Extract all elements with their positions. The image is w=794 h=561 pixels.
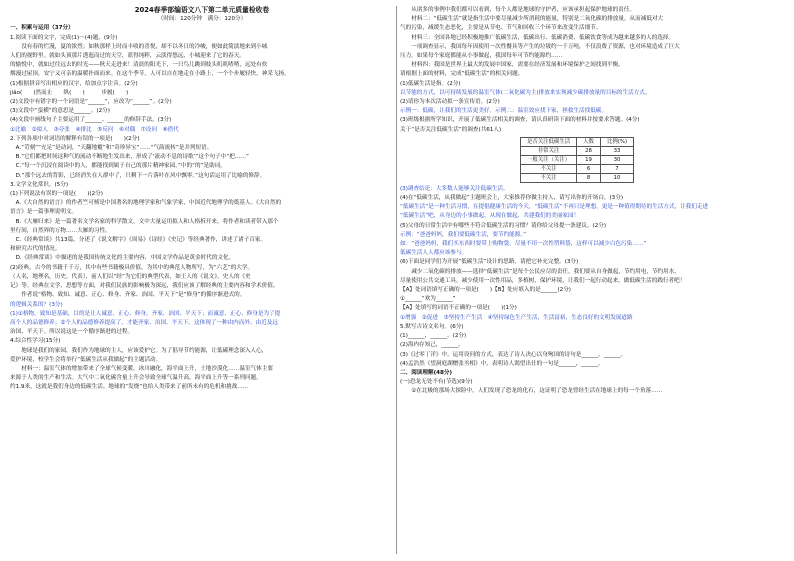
text-line: 3.文学文化常识。(5分)	[10, 181, 69, 188]
text-line: 语言》是一篇事理说明文。	[10, 209, 78, 216]
text-line: 减少二氧化碳的排放——选择“低碳生活”是每个公民应尽的责任。我们要从自身做起，节约用电，节约用水，	[400, 268, 680, 275]
text-line: 请根据上面的材料，完成“低碳生活”的相关问题。	[400, 71, 524, 78]
text-line: 【A】处词语填写正确的一项是( )【B】处应填入的是______(2分)	[400, 287, 571, 294]
column-divider	[396, 6, 397, 554]
exam-meta: （时间：120分钟 满分：120分）	[157, 16, 247, 23]
survey-conclusion: (3)调查结论：大多数人能够关注低碳生活。	[400, 185, 509, 192]
text-line: (1)下列说法有误的一项是( )(2分)	[10, 191, 103, 198]
right-column	[400, 6, 786, 397]
table-header-cell: 是否关注低碳生活	[521, 137, 577, 146]
left-text-block	[10, 24, 394, 392]
text-line: (4)孟浩然《望洞庭湖赠张丞相》中，表明诗人渴望出仕的一句是______，______。	[400, 360, 604, 367]
text-line: ①在北极的那场大探险中，人们发现了恐龙的化石，这证明了恐龙曾经生活在地球上的每一个角落……	[400, 388, 663, 395]
text-line: C.《经典常谈》共13篇，分述了《说文解字》《周易》《诗经》《史记》等经典著作，讲述了诸子百家。	[10, 237, 267, 244]
table-cell: 19	[577, 155, 601, 164]
exam-title: 2024春季部编语文八下第二单元质量检收卷	[134, 6, 270, 14]
table-header-cell: 人数	[577, 137, 601, 146]
text-line: （人名，地理名，历史，代表），前人们以“经”为它们的典型代表，如王人的《说文》，史人的《史	[10, 273, 251, 280]
text-line: ①增强 ②促进 ③坚持生产生活 ④坚持绿色生产生活，生活富裕，生态良好的文明发展道路	[400, 314, 633, 321]
text-line: 爱护环境，校学生会将举行“低碳生活从我做起”的主题活动。	[10, 356, 162, 363]
text-line: 高个人的品德修养；②个人的品德修养提高了，才能齐家、治国、平天下。这体现了一种由内而外、由近及远	[10, 319, 278, 326]
text-line: jiǎo( )然而止 纵( ) 步履( )	[10, 89, 129, 96]
text-line: 低碳生活人人都应该参与。	[400, 250, 468, 257]
table-cell: 8	[577, 173, 601, 182]
table-cell: 不关注	[521, 173, 577, 182]
text-line: 2.下列各项中对词语的解释有误的一项是( )(2分)	[10, 135, 140, 142]
text-line: D.“那个远去的背影，已经消失在人群中了，只剩下一片落叶在风中飘零。”这句话运用了比喻的修辞。	[10, 172, 266, 179]
text-line: A.“苛刻”“充足”是动词，“天翻地覆”和“奇珍异宝”……“气韵流转”是并列短语。	[10, 145, 213, 152]
text-line: ①______“欢为______”	[400, 296, 456, 303]
text-line: 气的污染，减缓生态恶化，主要是从节电、节气和回收三个环节来改变生活细节。	[400, 25, 602, 32]
text-line: 以节能的方式，以可持续发展的温室气体(二氧化碳为主)排放来实现减少碳排放量的目标的生活方式。	[400, 89, 651, 96]
text-line: 一、积累与运用（37分）	[10, 25, 74, 32]
text-line: “低碳生活”是一种生活习惯，在提倡健康生活的今天，“低碳生活”不再只是理想，更是一种值得期待的生活方式，让我们走进	[400, 204, 709, 211]
text-line: B.“它们都把时间这种气的流动不断地生发出来，形成了‘流动不息的诗歌’”这个句子中“把……”	[10, 154, 249, 161]
right-text-block-top	[400, 6, 786, 135]
right-text-block-bottom	[400, 194, 786, 396]
text-line: (1)低碳生活是指。(2分)	[400, 80, 461, 87]
text-line: 材料一：温室气体的增加带来了全球气候变暖，冰川融化，海平面上升，土地沙漠化……温室气体主要	[10, 365, 273, 372]
text-line: (2)经典，古今的书籍千千万，其中有些书籍极具价值，为其中的典范人物所写，为“六艺”的大学。	[10, 264, 254, 271]
text-line: 材料三：全国各地已经积极地推广低碳生活，低碳出行、低碳消费、低碳饮食等成为越来越多的人的选择。	[400, 34, 675, 41]
text-line: 如：“爸爸妈妈，我们买东西时要带上购物袋，尽量不用一次性塑料袋，这样可以减少白色污染……”	[400, 241, 647, 248]
text-line: (5)父母的日常生活中有哪些不符合低碳生活的习惯？请你给父母提一条建议。(2分)	[400, 222, 607, 229]
text-line: D.《经典常谈》中描述的是我国传统文化的主要内容，中国文学作品是黄金时代的文化。	[10, 255, 235, 262]
text-line: B.《大雁归来》是一篇著名文学名家的科学散文，文中大量运用拟人和人格拆开来，将作者和读者带入那个	[10, 218, 279, 225]
text-line: 4.综合性学习(15分)	[10, 338, 61, 345]
text-line: (4)文段中画线句子主要运用了______、______的修辞手法。(3分)	[10, 117, 172, 124]
table-row	[521, 173, 634, 182]
text-line: (一)恐龙无处不有(节选)(9分)	[400, 379, 473, 386]
text-line: (3)班级根据所学知识，开展了低碳生活相关的调查，请认真研读下面的材料并按要求答题。(4分)	[400, 117, 640, 124]
table-cell: 7	[600, 164, 633, 173]
text-line: (2)海内存知己，______。	[400, 342, 464, 349]
text-line: (3)文段中“蛮横”的意思是______。(2分)	[10, 108, 110, 115]
text-line: A.《大自然的语言》的作者竺可桢是中国著名的地理学家和气象学家，中国近代地理学的奠基人。《大自然的	[10, 200, 282, 207]
text-line: 烟漫过屋顶，安宁又可亲的温暖扑面而来。在这个季节，人可以自在地走在小路上，一个个步履轻快，神采飞扬。	[10, 71, 290, 78]
table-cell: 30	[600, 155, 633, 164]
text-line: (1)______，______。(2分)	[400, 333, 467, 340]
text-line: 压力。如果每个家庭都能从小事做起，我国每年可节约能源约……	[400, 53, 563, 60]
text-line: 的逻辑关系的？(3分)	[10, 301, 63, 308]
text-line: 关于“是否关注低碳生活”的调查(共61人)	[400, 126, 502, 133]
table-cell: 6	[577, 164, 601, 173]
text-line: 的愉悦中，就如过往远去的时光——秋天走进来！清晨的阳光下，一只鸟儿跳到枝头叽叽喳喳，远处有炊	[10, 62, 268, 69]
left-column	[10, 6, 394, 393]
text-line: 材料二：“低碳生活”就是指生活中要尽量减少所消耗的能量，特别是二氧化碳的排放量，从而减低对大	[400, 16, 664, 23]
text-line: 和研究古代的情况。	[10, 246, 61, 253]
text-line: 地球是我们的家园，我们作为地球的主人，应该爱护它。为了倡导节约能源，让低碳理念深入人心，	[10, 347, 268, 354]
table-row	[521, 146, 634, 155]
table-header-cell: 比例(%)	[600, 137, 633, 146]
text-line: (1)根据拼音写出相应的汉字，给加点字注音。(2分)	[10, 80, 138, 87]
survey-table-header	[521, 137, 634, 146]
text-line: 示例一：低碳，让我们的生活更美好。示例二：温室效应找下家，拯救生活找低碳。	[400, 108, 607, 115]
table-cell: 一般关注（关注）	[521, 155, 577, 164]
text-line: C.“每一个沉浸在阅读中的人，都能找到属于自己的那片精神家园。”中的“的”是助词。	[10, 163, 226, 170]
text-line: 作者说“格物、致知、诚意、正心、修身、齐家、治国、平天下”是“修身”的循序渐进式的。	[10, 292, 246, 299]
table-row	[521, 164, 634, 173]
text-line: 从诸多的事例中我们都可以看到，每个人都是地球的守护者，应该承担起保护地球的责任。	[400, 7, 635, 13]
text-line: (6)下面是同学们为开展“低碳生活”设计的思路，请把它补充完整。(3分)	[400, 259, 579, 266]
table-cell: 33	[600, 146, 633, 155]
text-line: 人们的视野里。就如头顶那片透迤而过的天空，蓝得纯粹，云淡得悠远，小城迎来了它的春天。	[10, 53, 245, 60]
text-line: 材料四：我国是世界上最大的发展中国家，需要在经济发展和环境保护之间找到平衡。	[400, 62, 624, 69]
text-line: 1.阅读下面的文字，完成(1)～(4)题。(9分)	[10, 34, 118, 41]
text-line: ①比喻 ②拟人 ③夸张 ④排比 ⑤反问 ⑥对偶 ⑦设问 ⑧借代	[10, 126, 179, 133]
text-line: 来源于人类的生产和生活。大气中二氧化碳含量上升会导致全球气温升高，海平面上升等一系列问题。	[10, 375, 262, 382]
text-line: (2)请你为本次活动拟一条宣传语。(2分)	[400, 99, 500, 106]
text-line: 里行间，自然界的万物……大雁的习性。	[10, 227, 111, 234]
text-line: “低碳生活”吧，从身边的小事做起，从现在做起，共建我们的美丽家园！	[400, 213, 580, 220]
text-line: 【A】处填写的词语不正确的一项是( )(1分)	[400, 305, 517, 312]
text-line: 记》等。经典在文学、思想等方面，对我们民族的影响极为深远，我们应该了解经典的主要内容和学术价值。	[10, 283, 279, 290]
text-line: 没有春的烂漫，夏的浓烈；如秋那样上时而丰收的喜悦，却不以冬日的冷峻，便如此简淡地来到小城	[10, 43, 268, 50]
text-line: 5.默写古诗文名句。(6分)	[400, 323, 464, 330]
table-cell: 不关注	[521, 164, 577, 173]
text-line: (2)文段中有错字的一个词语是“______”，应改为“______”。(2分)	[10, 99, 172, 106]
text-line: 约1.9米，这就是我们身边的低碳生活。地球的“发烧”也给人类带来了前所未有的危机和挑战……	[10, 384, 249, 391]
table-cell: 28	[577, 146, 601, 155]
text-line: 示例：“爸爸妈妈，我们要低碳生活，要节约能源。”	[400, 231, 527, 238]
text-line: (4)在“低碳生活，从我做起”主题班会上，大家推荐你做主持人，请写出你的开场白。(3分)	[400, 195, 624, 202]
table-cell: 非常关注	[521, 146, 577, 155]
text-line: 二、阅读理解(48分)	[400, 369, 453, 376]
text-line: 一项调查显示，我国每年因使用一次性餐具等产生的垃圾约一千万吨，不仅浪费了资源，也对环境造成了巨大	[400, 43, 680, 50]
survey-table	[520, 137, 634, 183]
text-line: (3)《过零丁洋》中，运用设问的方式，表达了诗人决心以身殉国的诗句是______，______。	[400, 351, 627, 358]
text-line: 治国、平天下。所以说这是一个循序渐进的过程。	[10, 329, 134, 336]
text-line: 尽量使用公共交通工具，减少使用一次性用品，多植树，保护环境，让我们一起行动起来，做低碳生活的践行者吧！	[400, 277, 686, 284]
table-row	[521, 155, 634, 164]
table-cell: 10	[600, 173, 633, 182]
text-line: (1)①格物、致知是基础，目的是让人诚意、正心、修身，齐家、治国、平天下；而诚意、正心、修身是为了提	[10, 310, 281, 317]
